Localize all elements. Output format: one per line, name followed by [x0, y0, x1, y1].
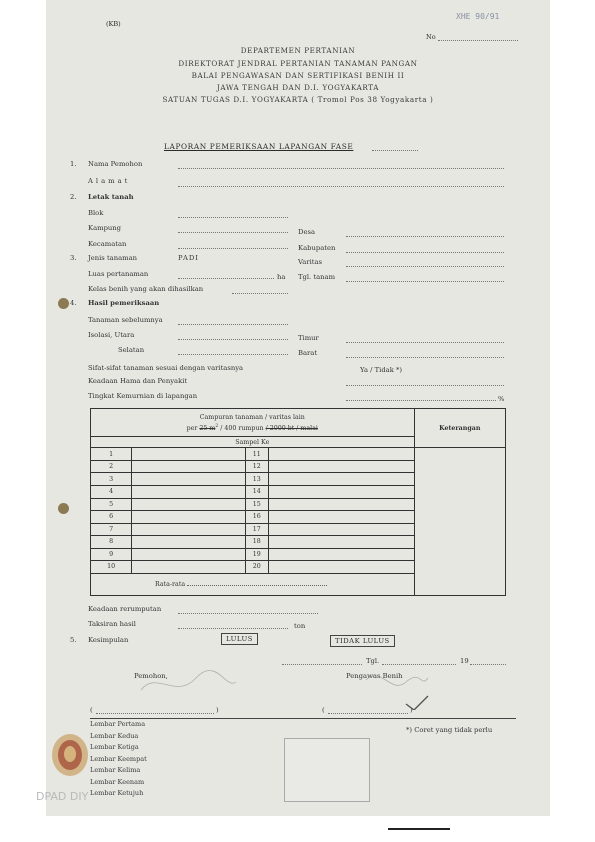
- kelas-benih-line: [232, 293, 288, 294]
- table-row: [91, 448, 506, 461]
- copy-list-item: Lembar Keenam: [90, 777, 145, 786]
- tgl-label: Tgl.: [366, 657, 380, 665]
- pengawas-paren-close: ): [410, 706, 413, 714]
- table-title-2: per 25 $m^2 / 400$ rumpun / 2000 bt / malai: [186, 423, 318, 432]
- handwritten-reference: XHE 90/91: [456, 12, 500, 21]
- sample-number-right: 12: [245, 460, 268, 473]
- ya-tidak-option: Ya / Tidak *): [360, 366, 403, 374]
- title2-prefix: per: [186, 424, 200, 432]
- section-number-4: 4.: [70, 299, 77, 307]
- sample-number-left: 10: [91, 561, 132, 574]
- kabupaten-line: [346, 252, 504, 253]
- jenis-tanaman-value: PADI: [178, 254, 199, 262]
- blok-line: [178, 217, 288, 218]
- sample-value-left: [132, 485, 246, 498]
- year-prefix: 19: [460, 657, 469, 665]
- selatan-label: Selatan: [118, 346, 145, 354]
- kampung-line: [178, 232, 288, 233]
- sample-number-right: 18: [245, 536, 268, 549]
- sample-value-left: [132, 548, 246, 561]
- table-title-1: Campuran tanaman / varitas lain: [199, 413, 305, 421]
- sample-number-left: 6: [91, 511, 132, 524]
- pemohon-paren-close: ): [216, 706, 219, 714]
- alamat-label: Alamat: [88, 177, 131, 185]
- tanaman-sebelumnya-label: Tanaman sebelumnya: [88, 316, 163, 324]
- nama-pemohon-label: Nama Pemohon: [88, 160, 143, 168]
- barat-line: [346, 357, 504, 358]
- tgl-tanam-label: Tgl. tanam: [298, 273, 336, 281]
- document-sheet: [46, 0, 550, 816]
- sample-value-right: [268, 561, 414, 574]
- rerumputan-label: Keadaan rerumputan: [88, 605, 162, 613]
- title2-strike-1: 25 m: [199, 424, 216, 432]
- header-line-2: DIREKTORAT JENDRAL PERTANIAN TANAMAN PANGAN: [178, 59, 418, 68]
- kesimpulan-label: Kesimpulan: [88, 636, 129, 644]
- keterangan-bottom: [414, 573, 505, 595]
- sample-number-left: 5: [91, 498, 132, 511]
- no-label: No: [426, 33, 436, 41]
- hama-penyakit-label: Keadaan Hama dan Penyakit: [88, 377, 188, 385]
- kecamatan-line: [178, 248, 288, 249]
- sample-number-left: 4: [91, 485, 132, 498]
- title2-middle: / 400 rumpun: [218, 424, 266, 432]
- corner-mark: (KB): [106, 20, 121, 28]
- sample-value-right: [268, 498, 414, 511]
- tgl-tanam-line: [346, 281, 504, 282]
- sample-number-left: 2: [91, 460, 132, 473]
- pengawas-paren-open: (: [322, 706, 325, 714]
- taksiran-line: [178, 628, 288, 629]
- kecamatan-label: Kecamatan: [88, 240, 127, 248]
- footer-divider: [90, 718, 516, 719]
- punch-hole-top: [58, 298, 69, 309]
- sample-number-right: 20: [245, 561, 268, 574]
- sample-table: [90, 408, 506, 596]
- pengawas-signature-label: Pengawas Benih: [346, 672, 403, 680]
- sample-value-right: [268, 511, 414, 524]
- sample-value-right: [268, 448, 414, 461]
- sample-number-right: 17: [245, 523, 268, 536]
- copy-list-item: Lembar Pertama: [90, 720, 146, 728]
- seal-emblem-icon: [48, 730, 92, 780]
- sample-number-right: 16: [245, 511, 268, 524]
- blok-label: Blok: [88, 209, 104, 217]
- utara-line: [178, 339, 288, 340]
- section-number-3: 3.: [70, 254, 77, 262]
- sample-value-right: [268, 473, 414, 486]
- bottom-underline: [388, 828, 450, 830]
- sample-value-right: [268, 485, 414, 498]
- sample-number-right: 11: [245, 448, 268, 461]
- sample-value-right: [268, 548, 414, 561]
- kabupaten-label: Kabupaten: [298, 244, 336, 252]
- sample-rows: [91, 448, 506, 573]
- kelas-benih-label: Kelas benih yang akan dihasilkan: [88, 285, 204, 293]
- selatan-line: [178, 354, 288, 355]
- header-line-4: JAWA TENGAH DAN D.I. YOGYAKARTA: [216, 83, 380, 92]
- sample-value-left: [132, 498, 246, 511]
- no-line: [438, 40, 518, 41]
- varitas-label: Varitas: [298, 258, 323, 266]
- pemohon-signature-label: Pemohon,: [134, 672, 168, 680]
- pemohon-name-line: [96, 713, 214, 714]
- table-title-cell: [91, 409, 415, 437]
- fase-line: [372, 150, 418, 151]
- pengawas-name-line: [328, 713, 408, 714]
- kampung-label: Kampung: [88, 224, 122, 232]
- watermark-text: DPAD DIY: [36, 790, 89, 803]
- barat-label: Barat: [298, 349, 318, 357]
- report-title: LAPORAN PEMERIKSAAN LAPANGAN FASE: [164, 142, 354, 151]
- alamat-line: [178, 186, 504, 187]
- timur-label: Timur: [298, 334, 319, 342]
- luas-pertanaman-label: Luas pertanaman: [88, 270, 149, 278]
- coret-note: *) Coret yang tidak perlu: [406, 726, 493, 734]
- section-number-1: 1.: [70, 160, 77, 168]
- kemurnian-label: Tingkat Kemurnian di lapangan: [88, 392, 198, 400]
- ha-unit: ha: [277, 273, 286, 281]
- sample-number-left: 7: [91, 523, 132, 536]
- sample-number-left: 3: [91, 473, 132, 486]
- sample-value-left: [132, 511, 246, 524]
- sampel-ke-header: Sampel Ke: [91, 437, 415, 448]
- sifat-tanaman-label: Sifat-sifat tanaman sesuai dengan varitasnya: [88, 364, 244, 372]
- taksiran-hasil-label: Taksiran hasil: [88, 620, 136, 628]
- sample-number-left: 1: [91, 448, 132, 461]
- sample-value-left: [132, 460, 246, 473]
- nama-pemohon-line: [178, 168, 504, 169]
- sample-value-right: [268, 536, 414, 549]
- sample-value-left: [132, 473, 246, 486]
- rata-rata-label: Rata-rata: [155, 580, 186, 588]
- rata-rata-cell: [91, 573, 415, 595]
- isolasi-utara-label: Isolasi, Utara: [88, 331, 135, 339]
- hasil-pemeriksaan-heading: Hasil pemeriksaan: [88, 299, 160, 307]
- copy-list-item: Lembar Ketiga: [90, 743, 139, 751]
- varitas-line: [346, 266, 504, 267]
- title2-strike-2: / 2000 bt / malai: [265, 424, 318, 432]
- punch-hole-bottom: [58, 503, 69, 514]
- percent-unit: %: [498, 395, 505, 403]
- sample-value-left: [132, 561, 246, 574]
- desa-line: [346, 236, 504, 237]
- header-line-1: DEPARTEMEN PERTANIAN: [240, 46, 356, 55]
- pemohon-paren-open: (: [90, 706, 93, 714]
- sample-value-right: [268, 523, 414, 536]
- keterangan-header: Keterangan: [414, 409, 505, 448]
- header-line-3: BALAI PENGAWASAN DAN SERTIFIKASI BENIH II: [191, 71, 405, 80]
- desa-label: Desa: [298, 228, 316, 236]
- sample-number-right: 15: [245, 498, 268, 511]
- signature-scribbles-icon: [136, 660, 436, 710]
- sample-number-left: 9: [91, 548, 132, 561]
- lulus-option: LULUS: [221, 633, 258, 645]
- ton-unit: ton: [294, 622, 306, 630]
- sample-value-left: [132, 523, 246, 536]
- section-number-2: 2.: [70, 193, 77, 201]
- sample-value-left: [132, 448, 246, 461]
- header-line-5: SATUAN TUGAS D.I. YOGYAKARTA ( Tromol Pos 38 Yogyakarta ): [162, 95, 434, 104]
- section-number-5: 5.: [70, 636, 77, 644]
- sample-number-right: 13: [245, 473, 268, 486]
- sample-number-right: 19: [245, 548, 268, 561]
- hama-line: [346, 385, 504, 386]
- copy-list-item: Lembar Keempat: [90, 754, 147, 763]
- copy-list-item: Lembar Kedua: [90, 731, 139, 740]
- keterangan-cell: [414, 448, 505, 573]
- sample-number-right: 14: [245, 485, 268, 498]
- faded-stamp-box: [284, 738, 370, 802]
- luas-line: [178, 278, 274, 279]
- tanaman-sebelumnya-line: [178, 324, 288, 325]
- copy-list-item: Lembar Ketujuh: [90, 789, 144, 797]
- sample-value-right: [268, 460, 414, 473]
- sample-number-left: 8: [91, 536, 132, 549]
- year-line: [470, 664, 506, 665]
- copy-list-item: Lembar Kelima: [90, 766, 141, 774]
- sample-value-left: [132, 536, 246, 549]
- jenis-tanaman-label: Jenis tanaman: [88, 254, 138, 262]
- rerumputan-line: [178, 613, 318, 614]
- tidak-lulus-option: TIDAK LULUS: [330, 635, 395, 647]
- letak-tanah-heading: Letak tanah: [88, 193, 134, 201]
- timur-line: [346, 342, 504, 343]
- kemurnian-line: [346, 400, 496, 401]
